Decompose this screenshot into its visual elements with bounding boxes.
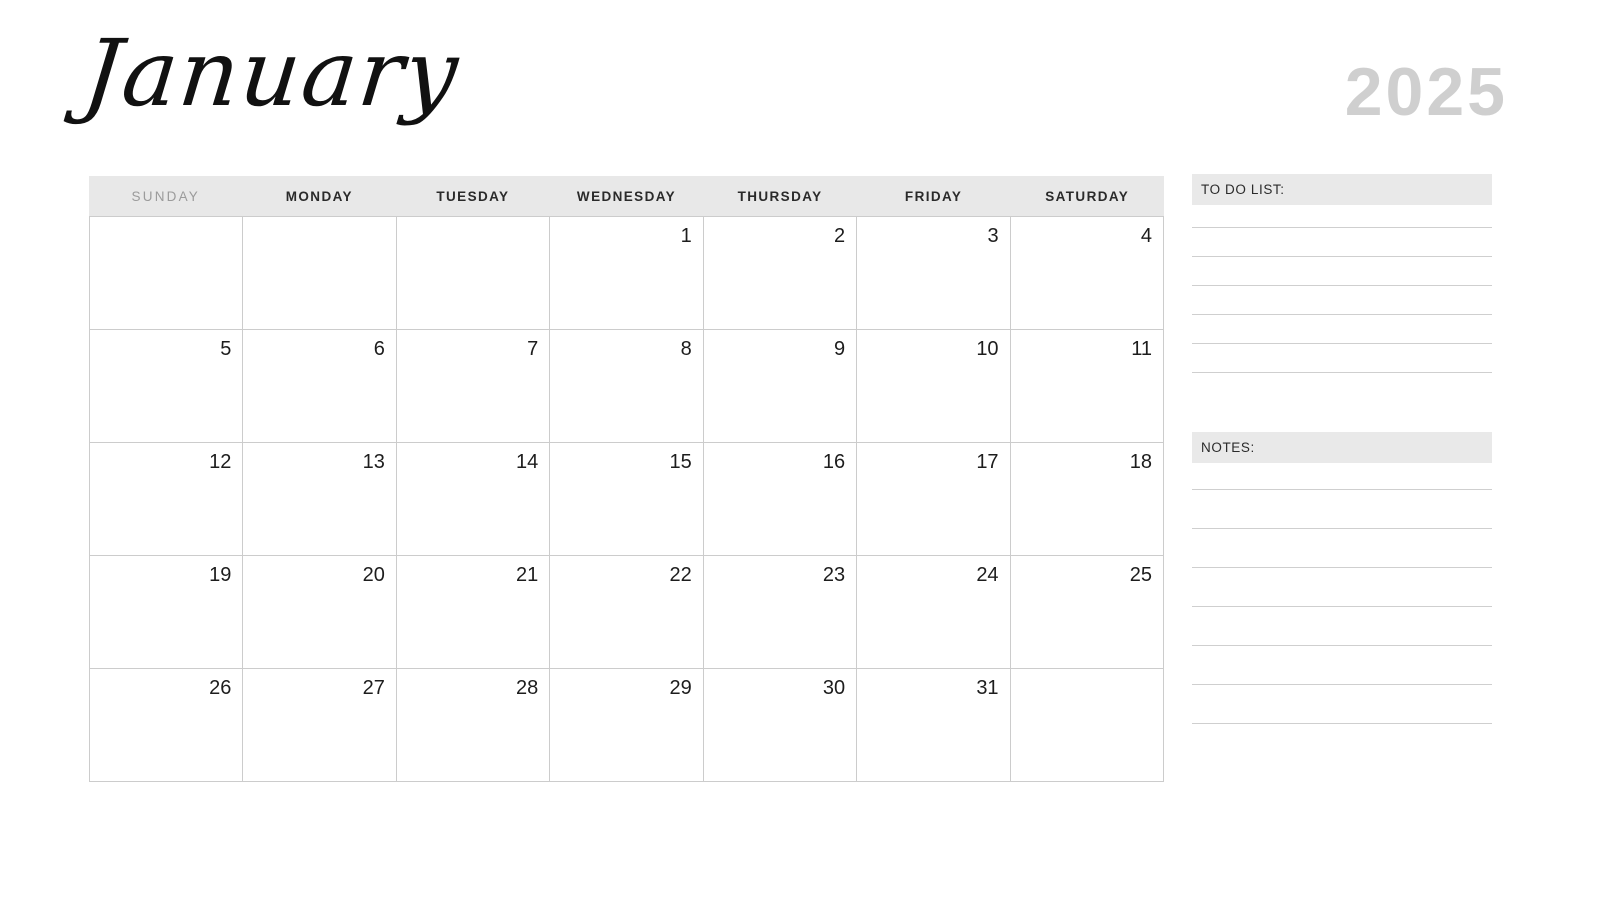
day-number: 22 — [669, 564, 692, 586]
weekday-header-row — [89, 176, 1164, 216]
day-number: 4 — [1140, 225, 1152, 247]
weekday-header: THURSDAY — [737, 188, 823, 204]
day-cell[interactable] — [243, 556, 396, 669]
todo-line — [1192, 227, 1492, 228]
day-number: 15 — [669, 451, 692, 473]
day-number: 26 — [209, 677, 232, 699]
todo-line — [1192, 314, 1492, 315]
notes-block — [1192, 432, 1492, 724]
sidebar — [1192, 174, 1492, 762]
weekday-header: SUNDAY — [131, 188, 201, 204]
day-number: 3 — [987, 225, 999, 247]
day-cell[interactable] — [243, 443, 396, 556]
day-cell[interactable] — [397, 556, 550, 669]
notes-line — [1192, 723, 1492, 724]
day-number: 23 — [822, 564, 846, 586]
day-cell[interactable] — [550, 217, 703, 330]
day-cell[interactable] — [857, 443, 1010, 556]
calendar-week-row — [90, 217, 1164, 330]
day-number: 20 — [362, 564, 385, 586]
day-cell[interactable] — [550, 443, 703, 556]
day-cell[interactable] — [243, 669, 396, 782]
day-cell[interactable] — [857, 556, 1010, 669]
day-cell-empty — [397, 217, 550, 330]
calendar-week-row — [90, 330, 1164, 443]
day-cell[interactable] — [857, 330, 1010, 443]
day-number: 28 — [516, 677, 539, 699]
day-number: 21 — [516, 564, 539, 586]
notes-header — [1192, 432, 1492, 463]
day-cell[interactable] — [1011, 217, 1164, 330]
day-cell[interactable] — [90, 330, 243, 443]
day-number: 16 — [822, 451, 846, 473]
day-number: 5 — [220, 338, 232, 360]
todo-list-header — [1192, 174, 1492, 205]
notes-line — [1192, 645, 1492, 646]
day-cell[interactable] — [704, 556, 857, 669]
calendar-week-row — [90, 669, 1164, 782]
notes-line — [1192, 606, 1492, 607]
day-number: 8 — [680, 338, 692, 360]
day-number: 17 — [976, 451, 999, 473]
day-cell[interactable] — [857, 669, 1010, 782]
day-cell[interactable] — [550, 556, 703, 669]
day-number: 18 — [1129, 451, 1152, 473]
day-cell[interactable] — [1011, 556, 1164, 669]
todo-list-title: TO DO LIST: — [1201, 182, 1285, 197]
notes-line — [1192, 684, 1492, 685]
day-cell[interactable] — [90, 443, 243, 556]
weekday-header: WEDNESDAY — [576, 188, 677, 204]
notes-line — [1192, 567, 1492, 568]
day-cell-empty — [1011, 669, 1164, 782]
day-cell[interactable] — [857, 217, 1010, 330]
day-number: 2 — [834, 225, 846, 247]
day-number: 9 — [834, 338, 846, 360]
day-number: 12 — [209, 451, 232, 473]
calendar-weeks — [89, 216, 1164, 782]
notes-line — [1192, 528, 1492, 529]
day-cell-empty — [243, 217, 396, 330]
day-number: 11 — [1131, 338, 1152, 360]
day-number: 25 — [1129, 564, 1152, 586]
day-cell[interactable] — [550, 330, 703, 443]
calendar-grid — [89, 176, 1164, 782]
todo-line — [1192, 285, 1492, 286]
day-cell[interactable] — [550, 669, 703, 782]
day-number: 1 — [680, 225, 692, 247]
day-cell[interactable] — [397, 443, 550, 556]
day-number: 14 — [516, 451, 539, 473]
day-number: 27 — [362, 677, 385, 699]
todo-line — [1192, 343, 1492, 344]
day-number: 31 — [976, 677, 999, 699]
page-title: January — [78, 20, 465, 127]
year-label: 2025 — [1344, 54, 1508, 130]
todo-line — [1192, 372, 1492, 373]
weekday-header: SATURDAY — [1045, 188, 1130, 204]
todo-line — [1192, 256, 1492, 257]
day-cell-empty — [90, 217, 243, 330]
day-cell[interactable] — [704, 330, 857, 443]
day-number: 24 — [976, 564, 999, 586]
day-number: 7 — [527, 338, 539, 360]
day-cell[interactable] — [90, 556, 243, 669]
calendar-week-row — [90, 556, 1164, 669]
day-cell[interactable] — [704, 669, 857, 782]
todo-list-lines[interactable] — [1192, 227, 1492, 373]
calendar-week-row — [90, 443, 1164, 556]
day-cell[interactable] — [1011, 330, 1164, 443]
day-number: 29 — [669, 677, 692, 699]
notes-title: NOTES: — [1201, 440, 1255, 455]
weekday-header: MONDAY — [285, 188, 353, 204]
day-cell[interactable] — [704, 217, 857, 330]
day-number: 6 — [373, 338, 385, 360]
notes-lines[interactable] — [1192, 489, 1492, 724]
day-cell[interactable] — [90, 669, 243, 782]
weekday-header: TUESDAY — [436, 188, 510, 204]
day-number: 30 — [822, 677, 846, 699]
day-cell[interactable] — [397, 669, 550, 782]
notes-line — [1192, 489, 1492, 490]
day-cell[interactable] — [397, 330, 550, 443]
day-number: 10 — [976, 338, 999, 360]
weekday-header: FRIDAY — [904, 188, 963, 204]
day-cell[interactable] — [243, 330, 396, 443]
day-cell[interactable] — [1011, 443, 1164, 556]
day-cell[interactable] — [704, 443, 857, 556]
day-number: 19 — [209, 564, 232, 586]
day-number: 13 — [362, 451, 385, 473]
